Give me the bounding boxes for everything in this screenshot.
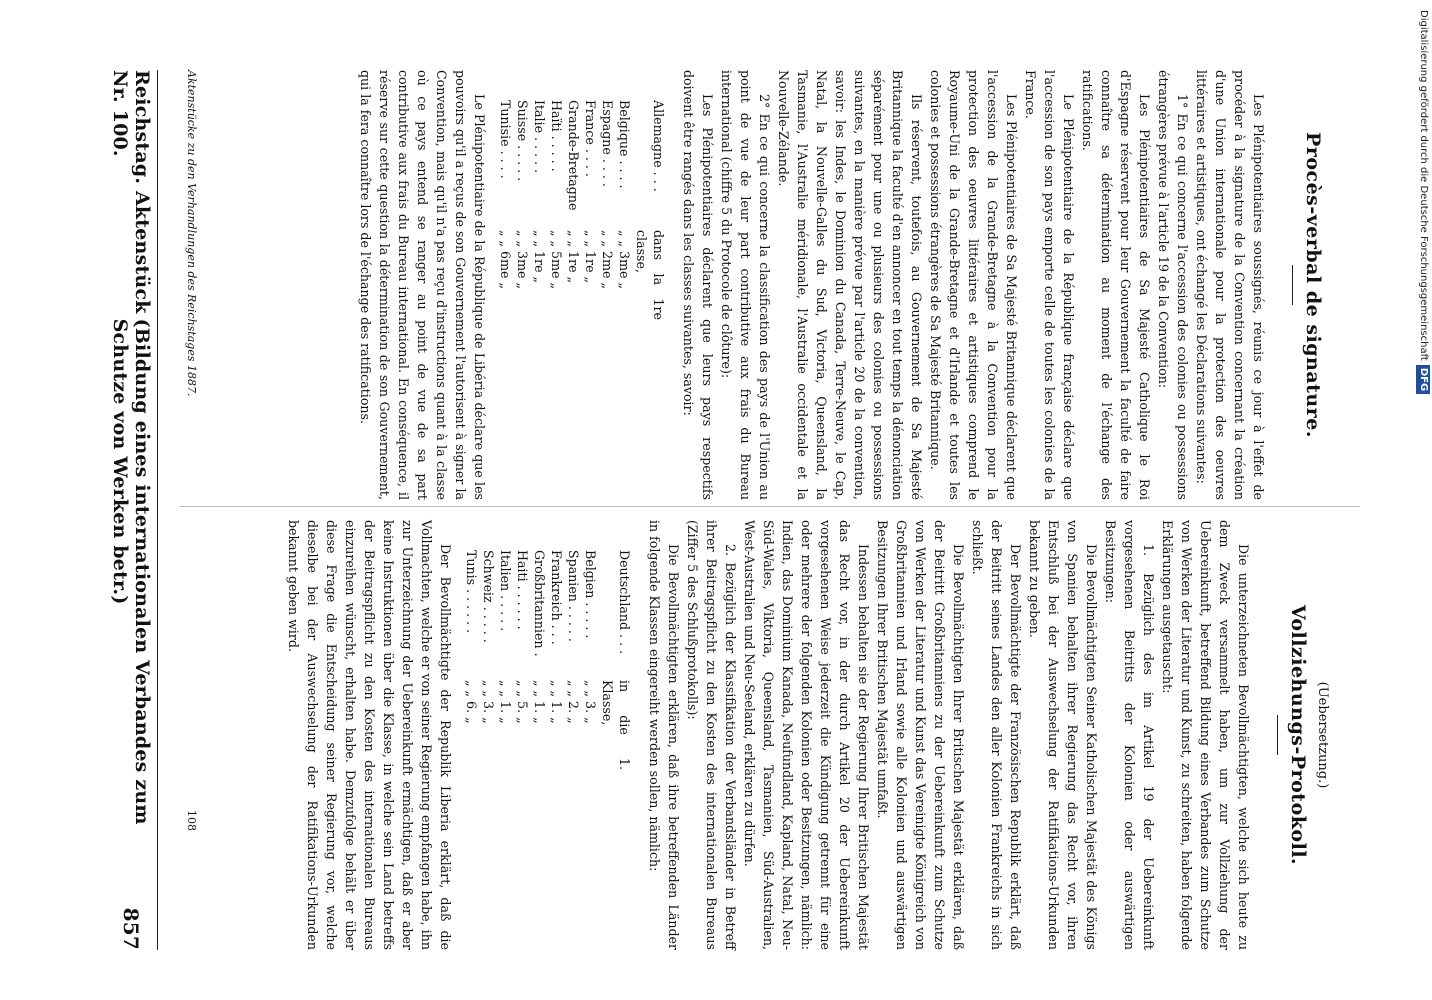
class-country: Tunisie . . . . xyxy=(498,100,513,179)
french-paragraph: 2° En ce qui concerne la classification des pays de l'Union au point de vue de leur part contributive aux frais du Bureau international (chiffre 5 du Protocole de clôture): xyxy=(719,70,772,500)
french-paragraph: Le Plénipotentiaire de la République française déclare que l'accession de son pays emporte celle de toutes les colonies de la France. xyxy=(1023,70,1076,500)
german-class-list xyxy=(463,550,633,950)
class-value: „ „ 3me „ xyxy=(617,230,632,289)
german-paragraph: 1. Bezüglich des im Artikel 19 der Uebereinkunft vorgesehenen Beitritts der Kolonien oder auswärtigen Besitzungen: xyxy=(1103,520,1156,950)
class-row xyxy=(497,550,514,770)
class-value: „ „ 3. „ xyxy=(583,680,598,724)
class-country: Haïti . . . . . xyxy=(549,100,564,172)
german-title: Vollziehungs-Protokoll. xyxy=(1287,604,1309,866)
page-number: 857 xyxy=(119,907,143,950)
class-country: France . . . . xyxy=(583,100,598,177)
french-class-list xyxy=(497,100,667,500)
german-paragraph: Die Bevollmächtigten Seiner Katholischen Majestät des Königs von Spanien behalten ihrer Regierung das Recht vor, ihren Entschluß bei der Auswechselung der Ratifikations-Urkunden bekannt zu geben. xyxy=(1027,520,1099,950)
french-title: Procès-verbal de signature. xyxy=(1302,132,1324,438)
credit-text: Digitalisierung gefördert durch die Deutsche Forschungsgemeinschaft xyxy=(1418,10,1429,361)
title-divider xyxy=(1277,715,1278,755)
class-country: Espagne . . . . xyxy=(600,100,615,187)
class-row xyxy=(565,550,582,770)
class-country: Haiti . . . . . . xyxy=(515,550,530,630)
running-head-center: (Bildung eines internationalen Verbandes zum Schutze von Werken betr.) xyxy=(109,318,153,825)
class-row xyxy=(480,550,497,770)
class-country: Frankreich . . . xyxy=(549,550,564,645)
class-row xyxy=(531,100,548,320)
class-country: Belgique . . . . xyxy=(617,100,632,189)
german-paragraph: Die unterzeichneten Bevollmächtigten, welche sich heute zu dem Zweck versammelt haben, um zur Vollziehung der Uebereinkunft, betreffend Bildung eines Verbandes zum Schutze von Werken der Literatur und Kunst, zu schreiten, haben folgende Erklärungen ausgetauscht: xyxy=(1160,520,1251,950)
class-country: Tunis . . . . . . xyxy=(464,550,479,634)
french-paragraph: Les Plénipotentiaires déclarent que leurs pays respectifs doivent être rangés dans les classes suivantes, savoir: xyxy=(681,70,715,500)
french-closing-paragraph: Le Plénipotentiaire de la République de Libéria déclare que les pouvoirs qu'il a reçus de son Gouvernement l'autorisent à signer la Convention, mais qu'il n'a pas reçu d'instructions quant à la classe où ce pays entend se ranger au point de vue de sa part contributive aux frais du Bureau international. En conséquence, il réserve sur cette question la détermination de son Gouvernement, qui la fera connaître lors de l'échange des ratifications. xyxy=(358,70,487,500)
class-value: „ „ 6me „ xyxy=(498,230,513,289)
french-paragraph: 1° En ce qui concerne l'accession des colonies ou possessions étrangères prévue à l'article 19 de la Convention: xyxy=(1156,70,1190,500)
class-row xyxy=(548,550,565,770)
class-value: dans la 1re classe, xyxy=(634,230,666,320)
class-row xyxy=(548,100,565,320)
class-value: „ „ 1. „ xyxy=(498,680,513,724)
class-country: Spanien . . . . . xyxy=(566,550,581,642)
dfg-logo: DFG xyxy=(1416,365,1430,394)
german-paragraph: Indessen behalten sie der Regierung Ihrer Britischen Majestät das Recht vor, in der durch Artikel 20 der Uebereinkunft vorgesehenen Weise jederzeit die Kündigung getrennt für eine oder mehrere der folgenden Kolonien oder Besitzungen, nämlich: Indien, das Dominium Kanada, Neufundland, Kapland, Natal, Neu-Süd-Wales, Viktoria, Queensland, Tasmanien, Süd-Australien, West-Australien und Neu-Seeland, erklären zu dürfen. xyxy=(742,520,871,950)
class-row xyxy=(565,100,582,320)
class-row xyxy=(582,550,599,770)
german-paragraph: Die Bevollmächtigten Ihrer Britischen Majestät erklären, daß der Beitritt Großbritanniens zu der Uebereinkunft zum Schutze von Werken der Literatur und Kunst das Vereinigte Königreich von Großbritannien und Irland sowie alle Kolonien und auswärtigen Besitzungen Ihrer Britischen Majestät umfaßt. xyxy=(875,520,966,950)
class-value: „ „ 1re „ xyxy=(566,230,581,284)
class-row xyxy=(599,100,616,320)
running-head-left: Reichstag. Aktenstück Nr. 100. xyxy=(109,70,153,314)
german-paragraph: Die Bevollmächtigten erklären, daß ihre betreffenden Länder in folgende Klassen eingereiht werden sollen, nämlich: xyxy=(647,520,681,950)
german-paragraph: 2. Bezüglich der Klassifikation der Verbandsländer in Betreff ihrer Beitragspflicht zu den Kosten des internationalen Bureaus (Ziffer 5 des Schlußprotokolls): xyxy=(685,520,738,950)
class-country: Deutschland . . . xyxy=(617,550,632,655)
running-head xyxy=(109,70,153,950)
class-country: Allemagne . . . xyxy=(651,100,666,192)
digitization-credit xyxy=(1416,10,1431,595)
french-paragraph: Les Plénipotentiaires de Sa Majesté Catholique le Roi d'Espagne réservent pour leur Gouvernement la faculté de faire connaître sa détermination au moment de l'échange des ratifications. xyxy=(1080,70,1152,500)
class-value: „ „ 5. „ xyxy=(515,680,530,724)
german-subtitle: (Uebersetzung.) xyxy=(1315,681,1330,789)
german-paragraph: Der Bevollmächtigte der Französischen Republik erklärt, daß der Beitritt seines Landes den aller Kolonien Frankreichs in sich schließt. xyxy=(970,520,1023,950)
german-closing-paragraph: Der Bevollmächtigte der Republik Liberia erklärt, daß die Vollmachten, welche er von seiner Regierung empfangen habe, ihn zur Unterzeichnung der Uebereinkunft ermächtigen, daß er aber keine Instruktionen über die Klasse, in welche sein Land betreffs der Beitragspflicht zu den Kosten des internationalen Bureaus einzureihen wünscht, erhalten habe. Demzufolge behält er über diese Frage die Entscheidung seiner Regierung vor, welche dieselbe bei der Auswechselung der Ratifikations-Urkunden bekannt geben wird. xyxy=(286,520,453,950)
class-value: „ „ 1. „ xyxy=(549,680,564,724)
french-paragraph: Ils réservent, toutefois, au Gouvernement de Sa Majesté Britannique la faculté d'en annoncer en tout temps la dénonciation séparément pour une ou plusieurs des colonies ou possessions suivantes, en la manière prévue par l'article 20 de la convention, savoir: les Indes, le Dominion du Canada, Terre-Neuve, le Cap, Natal, la Nouvelle-Galles du Sud, Victoria, Queensland, la Tasmanie, l'Australie méridionale, l'Australie occidentale et la Nouvelle-Zélande. xyxy=(776,70,924,500)
french-column xyxy=(170,70,1380,500)
title-divider xyxy=(1292,265,1293,305)
class-row xyxy=(514,550,531,770)
class-country: Belgien . . . . . xyxy=(583,550,598,639)
class-value: „ „ 6. „ xyxy=(464,680,479,724)
class-country: Schweiz . . . . . xyxy=(481,550,496,643)
class-country: Suisse . . . . . xyxy=(515,100,530,182)
class-value: in die 1. Klasse, xyxy=(600,680,632,770)
class-value: „ „ 2. „ xyxy=(566,680,581,724)
document-page xyxy=(90,30,1420,990)
class-value: „ „ 3. „ xyxy=(481,680,496,724)
column-separator xyxy=(180,506,1360,507)
class-value: „ „ 1re „ xyxy=(583,230,598,284)
french-paragraph: Les Plénipotentiaires soussignés, réunis ce jour à l'effet de procéder à la signature de la Convention concernant la création d'une Union internationale pour la protection des oeuvres littéraires et artistiques, ont échangé les Déclarations suivantes: xyxy=(1194,70,1266,500)
class-value: „ „ 3me „ xyxy=(515,230,530,289)
class-country: Italie . . . . . xyxy=(532,100,547,174)
class-row xyxy=(463,550,480,770)
german-column xyxy=(170,520,1380,950)
credit-line xyxy=(1416,10,1430,595)
french-paragraph: Les Plénipotentiaires de Sa Majesté Britannique déclarent que l'accession de la Grande-Bretagne à la Convention pour la protection des oeuvres littéraires et artistiques comprend le Royaume-Uni de la Grande-Bretagne et d'Irlande et toutes les colonies et possessions étrangères de Sa Majesté Britannique. xyxy=(928,70,1019,500)
class-country: Italien . . . . . xyxy=(498,550,513,632)
class-country: Großbritannien . xyxy=(532,550,547,657)
class-row xyxy=(497,100,514,320)
class-row xyxy=(582,100,599,320)
class-value: „ „ 1. „ xyxy=(532,680,547,724)
footer-source-line: Aktenstücke zu den Verhandlungen des Reichstages 1887. xyxy=(185,70,198,397)
class-value: „ „ 5me „ xyxy=(549,230,564,289)
class-row xyxy=(599,550,633,770)
class-value: „ „ 1re „ xyxy=(532,230,547,284)
class-value: „ „ 2me „ xyxy=(600,230,615,289)
header-rule xyxy=(157,70,158,950)
footer-sheet-number: 108 xyxy=(185,810,198,831)
class-row xyxy=(633,100,667,320)
class-country: Grande-Bretagne xyxy=(566,100,581,211)
class-row xyxy=(616,100,633,320)
class-row xyxy=(514,100,531,320)
class-row xyxy=(531,550,548,770)
